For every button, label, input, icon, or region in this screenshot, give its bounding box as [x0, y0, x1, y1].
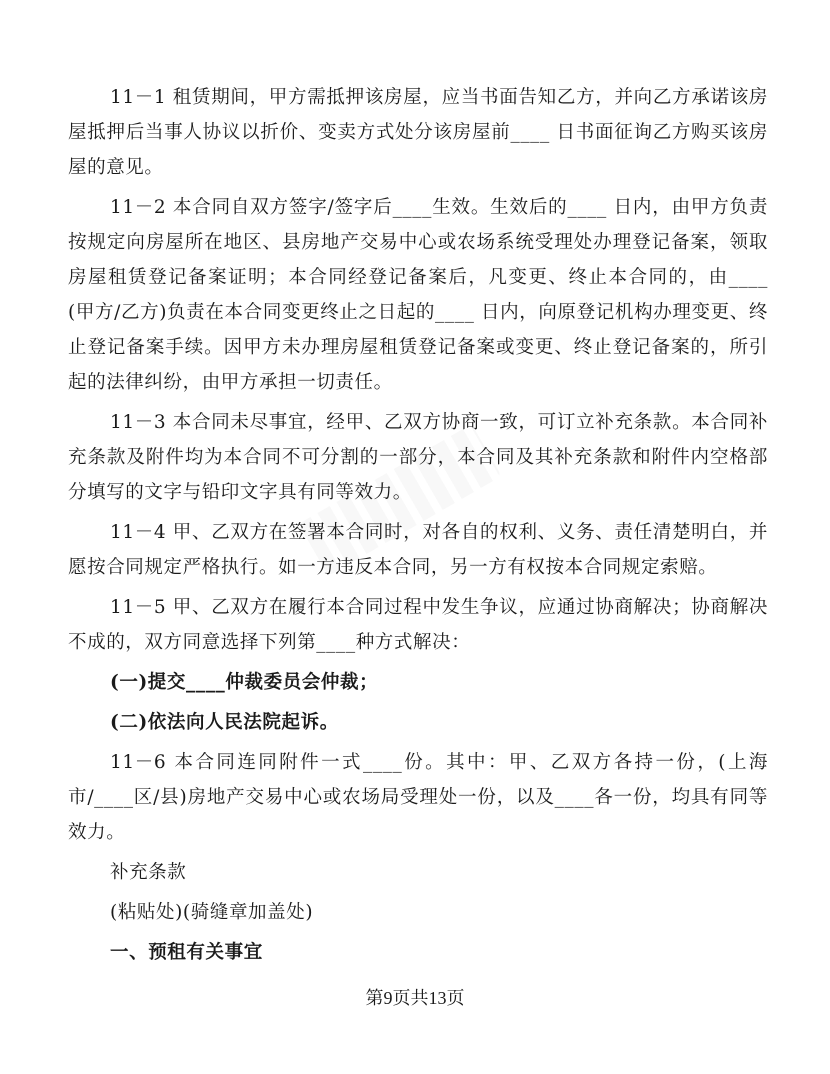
paragraph-11-5: 11－5 甲、乙双方在履行本合同过程中发生争议，应通过协商解决；协商解决不成的，双方同意选择下列第____种方式解决： [68, 597, 768, 653]
paragraph-11-1: 11－1 租赁期间，甲方需抵押该房屋，应当书面告知乙方，并向乙方承诺该房屋抵押后当事人协议以折价、变卖方式处分该房屋前____ 日书面征询乙方购买该房屋的意见。 [68, 87, 768, 178]
section-heading-pre-lease: 一、预租有关事宜 [110, 942, 263, 963]
document-body [68, 80, 768, 975]
paragraph-11-6: 11－6 本合同连同附件一式____份。其中：甲、乙双方各持一份，(上海市/____区/县)房地产交易中心或农场局受理处一份，以及____各一份，均具有同等效力。 [68, 752, 768, 843]
option-arbitration: (一)提交____仲裁委员会仲裁； [110, 672, 379, 693]
paste-stamp-note: (粘贴处)(骑缝章加盖处) [110, 902, 314, 923]
supplementary-clauses-heading: 补充条款 [110, 862, 187, 883]
paragraph-11-3: 11－3 本合同未尽事宜，经甲、乙双方协商一致，可订立补充条款。本合同补充条款及附件均为本合同不可分割的一部分，本合同及其补充条款和附件内空格部分填写的文字与铅印文字具有同等效力。 [68, 412, 768, 503]
option-court: (二)依法向人民法院起诉。 [110, 712, 339, 733]
paragraph-11-2: 11－2 本合同自双方签字/签字后____生效。生效后的____ 日内，由甲方负责按规定向房屋所在地区、县房地产交易中心或农场系统受理处办理登记备案，领取房屋租赁登记备案证明；本合同经登记备案后，凡变更、终止本合同的，由____ (甲方/乙方)负责在本合同变更终止之日起的____ 日内，向原登记机构办理变更、终止登记备案手续。因甲方未办理房屋租赁登记备案或变更、终止登记备案的，所引起的法律纠纷，由甲方承担一切责任。 [68, 197, 768, 393]
page-number: 第9页共13页 [365, 988, 465, 1008]
paragraph-11-4: 11－4 甲、乙双方在签署本合同时，对各自的权利、义务、责任清楚明白，并愿按合同规定严格执行。如一方违反本合同，另一方有权按本合同规定索赔。 [68, 522, 768, 578]
